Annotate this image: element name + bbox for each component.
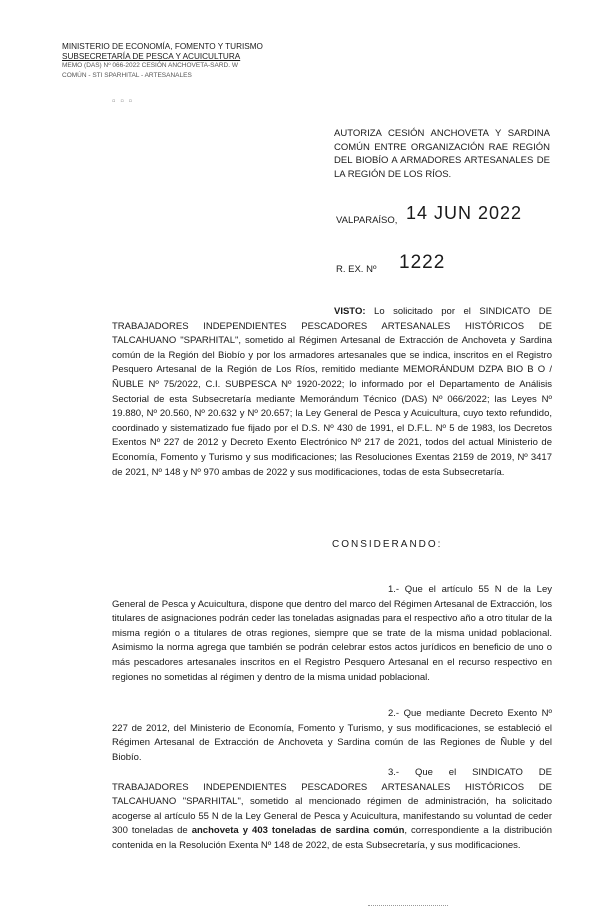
- ministry-name: MINISTERIO DE ECONOMÍA, FOMENTO Y TURISMO: [62, 42, 263, 51]
- rex-number: 1222: [399, 252, 446, 273]
- visto-label: VISTO:: [334, 306, 366, 317]
- considerando-heading: CONSIDERANDO:: [332, 539, 443, 550]
- resolution-date: 14 JUN 2022: [406, 203, 523, 223]
- rex-label: R. EX. Nº: [336, 264, 377, 275]
- resolution-title: AUTORIZA CESIÓN ANCHOVETA Y SARDINA COMÚN ENTRE ORGANIZACIÓN RAE REGIÓN DEL BIOBÍO A ARMADORES ARTESANALES DE LA REGIÓN DE LOS RÍOS.: [334, 128, 550, 180]
- considerando-1: 1.- Que el artículo 55 N de la Ley General de Pesca y Acuicultura, dispone que dentro del marco del Régimen Artesanal de Extracción, los titulares de asignaciones podrán ceder las toneladas asignadas para el respectivo año a otro titular de la misma región o a titulares de otras regiones, siempre que se trate de la misma unidad poblacional. Asimismo la norma agrega que también se podrán celebrar estos actos jurídicos en beneficio de uno o más pescadores artesanales inscritos en el Registro Pesquero Artesanal en el recurso respectivo en regiones no sometidas al régimen y dentro de la misma unidad poblacional.: [112, 584, 552, 683]
- faint-stamp: ▫ ▫ ▫: [112, 96, 134, 107]
- visto-text: Lo solicitado por el SINDICATO DE TRABAJADORES INDEPENDIENTES PESCADORES ARTESANALES HISTÓRICOS DE TALCAHUANO "SPARHITAL", sometido al Régimen Artesanal de Extracción de Anchoveta y Sardina común de la Región del Biobío y por los armadores artesanales que se indica, inscritos en el Registro Pesquero Artesanal de la Región de Los Ríos, remitido mediante MEMORÁNDUM DZPA BIO B O /ÑUBLE Nº 75/2022, C.I. SUBPESCA Nº 1920-2022; lo informado por el Departamento de Análisis Sectorial de esta Subsecretaría mediante Memorándum Técnico (DAS) Nº 066/2022; las Leyes Nº 19.880, Nº 20.560, Nº 20.632 y Nº 20.657; la Ley General de Pesca y Acuicultura, cuyo texto refundido, coordinado y sistematizado fue fijado por el D.S. Nº 430 de 1991, el D.F.L. Nº 5 de 1983, los Decretos Exentos Nº 227 de 2012 y Decreto Exento Electrónico Nº 217 de 2021, todos del actual Ministerio de Economía, Fomento y Turismo y sus modificaciones; las Resoluciones Exentas 2159 de 2019, Nº 3417 de 2021, Nº 148 y Nº 970 ambas de 2022 y sus modificaciones, todas de esta Subsecretaría.: [112, 306, 552, 478]
- considerando-3: [112, 766, 552, 854]
- file-reference: COMÚN - STI SPARHITAL - ARTESANALES: [62, 71, 192, 79]
- considerando-3-bold: anchoveta y 403 toneladas de sardina común: [191, 825, 405, 837]
- subsecretaria-name: SUBSECRETARÍA DE PESCA Y ACUICULTURA: [62, 51, 241, 61]
- considerando-3-part-c: , correspondiente a la distribución contenida en la Resolución Exenta Nº 148 de 2022, de esta Subsecretaría, y sus modificaciones.: [112, 825, 553, 851]
- ministry-header: [62, 42, 282, 80]
- considerando-3-part-a: 3.- Que el SINDICATO DE TRABAJADORES INDEPENDIENTES PESCADORES ARTESANALES HISTÓRICOS DE TALCAHUANO "SPARHITAL", sometido al mencionado régimen de administración, ha solicitado acogerse al artículo 55 N de la Ley General de Pesca y Acuicultura, manifestando su voluntad de ceder 300 toneladas de: [112, 767, 552, 837]
- considerando-2: 2.- Que mediante Decreto Exento Nº 227 de 2012, del Ministerio de Economía, Fomento y Turismo, y sus modificaciones, se estableció el Régimen Artesanal de Extracción de Anchoveta y Sardina común de las Regiones de Ñuble y del Biobío.: [112, 708, 552, 763]
- footer-mark: [368, 905, 448, 912]
- place-label: VALPARAÍSO,: [336, 215, 398, 226]
- visto-paragraph: [112, 305, 552, 480]
- memo-reference: MEMO (DAS) Nº 066-2022 CESIÓN ANCHOVETA-SARD. W: [62, 62, 238, 70]
